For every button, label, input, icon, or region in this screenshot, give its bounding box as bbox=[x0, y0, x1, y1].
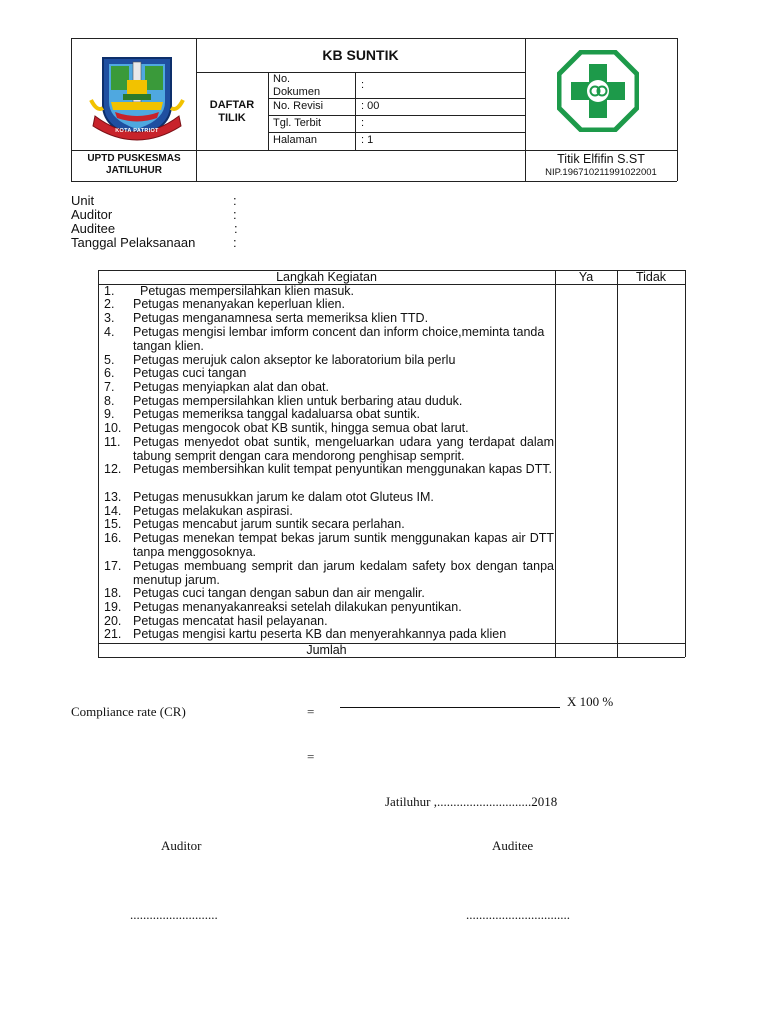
checklist-item bbox=[104, 436, 554, 464]
total-label: Jumlah bbox=[306, 643, 347, 657]
item-text: Petugas cuci tangan bbox=[133, 366, 247, 380]
field-label-terbit: Tgl. Terbit bbox=[273, 117, 322, 129]
item-number: 14. bbox=[104, 504, 122, 518]
item-number: 17. bbox=[104, 559, 122, 573]
checklist-item bbox=[104, 298, 554, 312]
item-number: 9. bbox=[104, 407, 115, 421]
field-label-doc-no: No. Dokumen bbox=[273, 73, 321, 98]
item-number: 21. bbox=[104, 627, 122, 641]
info-auditee-label: Auditee bbox=[71, 221, 116, 236]
checklist-item bbox=[104, 367, 554, 381]
info-date-colon: : bbox=[233, 235, 237, 250]
checklist-item bbox=[104, 518, 554, 532]
col-header-step: Langkah Kegiatan bbox=[276, 270, 377, 284]
item-text: Petugas mengisi kartu peserta KB dan menyerahkannya pada klien bbox=[133, 627, 507, 641]
org-name bbox=[74, 153, 194, 177]
info-unit-label: Unit bbox=[71, 193, 95, 208]
item-number: 7. bbox=[104, 380, 115, 394]
field-value-terbit: : bbox=[361, 117, 365, 129]
doc-type-text: DAFTAR TILIK bbox=[209, 99, 255, 124]
item-number: 6. bbox=[104, 366, 115, 380]
auditee-signature-line: ................................ bbox=[466, 907, 570, 922]
item-text: Petugas membuang semprit dan jarum kedalam safety box dengan tanpa menutup jarum. bbox=[133, 559, 554, 587]
col-header-no: Tidak bbox=[635, 270, 667, 284]
place-date: Jatiluhur ,.............................2018 bbox=[385, 794, 558, 809]
checklist-item bbox=[104, 491, 554, 505]
item-number: 4. bbox=[104, 325, 115, 339]
logo-motto-text: KOTA PATRIOT bbox=[115, 128, 159, 134]
checklist-item bbox=[104, 560, 554, 588]
item-text: Petugas mengocok obat KB suntik, hingga semua obat larut. bbox=[133, 421, 469, 435]
item-text: Petugas menekan tempat bekas jarum suntik menggunakan kapas air DTT tanpa menggosoknya. bbox=[133, 531, 554, 559]
item-number: 15. bbox=[104, 517, 122, 531]
item-text: Petugas menyiapkan alat dan obat. bbox=[133, 380, 329, 394]
field-value-halaman: : 1 bbox=[361, 134, 374, 146]
item-text: Petugas mencabut jarum suntik secara perlahan. bbox=[133, 517, 405, 531]
auditor-label: Auditor bbox=[161, 838, 202, 853]
info-auditor-colon: : bbox=[233, 207, 237, 222]
health-cross-logo bbox=[557, 50, 639, 132]
compliance-multiplier: X 100 % bbox=[567, 694, 614, 709]
item-text: Petugas mengisi lembar imform concent dan inform choice,meminta tanda tangan klien. bbox=[133, 325, 545, 353]
item-number: 10. bbox=[104, 421, 122, 435]
checklist-item bbox=[104, 326, 554, 354]
item-number: 18. bbox=[104, 586, 122, 600]
auditee-label: Auditee bbox=[492, 838, 534, 853]
checklist-item bbox=[104, 601, 554, 615]
item-number: 16. bbox=[104, 531, 122, 545]
info-date-label: Tanggal Pelaksanaan bbox=[71, 235, 196, 250]
item-text: Petugas menusukkan jarum ke dalam otot Gluteus IM. bbox=[133, 490, 434, 504]
fraction-line bbox=[340, 707, 560, 708]
signer-name: Titik Elfifin S.ST bbox=[557, 152, 645, 166]
checklist-item bbox=[104, 628, 554, 642]
field-value-doc-no: : bbox=[361, 79, 365, 91]
checklist-item bbox=[104, 532, 554, 560]
item-text: Petugas mempersilahkan klien untuk berbaring atau duduk. bbox=[133, 394, 463, 408]
signer-nip: NIP.196710211991022001 bbox=[545, 167, 657, 178]
item-text: Petugas menyedot obat suntik, mengeluarkan udara yang terdapat dalam tabung semprit dengan cara mendorong penghisap semprit. bbox=[133, 435, 554, 463]
auditor-signature-line: ........................... bbox=[130, 907, 218, 922]
item-number: 13. bbox=[104, 490, 122, 504]
item-text: Petugas cuci tangan dengan sabun dan air mengalir. bbox=[133, 586, 425, 600]
item-number: 5. bbox=[104, 353, 115, 367]
item-text: Petugas merujuk calon akseptor ke laboratorium bila perlu bbox=[133, 353, 456, 367]
field-label-halaman: Halaman bbox=[273, 134, 318, 146]
page-title: KB SUNTIK bbox=[322, 47, 399, 63]
compliance-label: Compliance rate (CR) bbox=[71, 704, 186, 719]
checklist-item bbox=[104, 422, 554, 436]
checklist-item bbox=[104, 408, 554, 422]
item-number: 11. bbox=[104, 435, 121, 449]
item-text: Petugas mencatat hasil pelayanan. bbox=[133, 614, 328, 628]
org-name-text: UPTD PUSKESMAS JATILUHUR bbox=[87, 153, 181, 176]
item-text: Petugas melakukan aspirasi. bbox=[133, 504, 293, 518]
field-value-revisi: : 00 bbox=[361, 100, 380, 112]
item-text: Petugas memeriksa tanggal kadaluarsa obat suntik. bbox=[133, 407, 420, 421]
item-number: 12. bbox=[104, 462, 122, 476]
col-header-yes: Ya bbox=[578, 270, 594, 284]
item-number: 19. bbox=[104, 600, 122, 614]
item-number: 2. bbox=[104, 297, 115, 311]
item-number: 20. bbox=[104, 614, 122, 628]
doc-type-label bbox=[200, 99, 264, 125]
compliance-equals: = bbox=[307, 704, 315, 719]
compliance-equals-2: = bbox=[307, 749, 315, 764]
checklist-item bbox=[104, 381, 554, 395]
item-number: 3. bbox=[104, 311, 115, 325]
city-logo bbox=[89, 50, 185, 146]
checklist-item bbox=[104, 463, 554, 477]
info-auditor-label: Auditor bbox=[71, 207, 113, 222]
item-text: Petugas menanyakan keperluan klien. bbox=[133, 297, 345, 311]
item-number: 1. bbox=[104, 284, 115, 298]
item-text: Petugas membersihkan kulit tempat penyuntikan menggunakan kapas DTT. bbox=[133, 462, 552, 476]
checklist-item bbox=[104, 587, 554, 601]
item-text: Petugas menganamnesa serta memeriksa klien TTD. bbox=[133, 311, 429, 325]
field-label-revisi: No. Revisi bbox=[273, 100, 324, 112]
item-number: 8. bbox=[104, 394, 115, 408]
item-text: Petugas mempersilahkan klien masuk. bbox=[140, 284, 354, 298]
info-auditee-colon: : bbox=[234, 221, 238, 236]
info-unit-colon: : bbox=[233, 193, 237, 208]
checklist-item bbox=[104, 312, 554, 326]
item-text: Petugas menanyakanreaksi setelah dilakukan penyuntikan. bbox=[133, 600, 462, 614]
